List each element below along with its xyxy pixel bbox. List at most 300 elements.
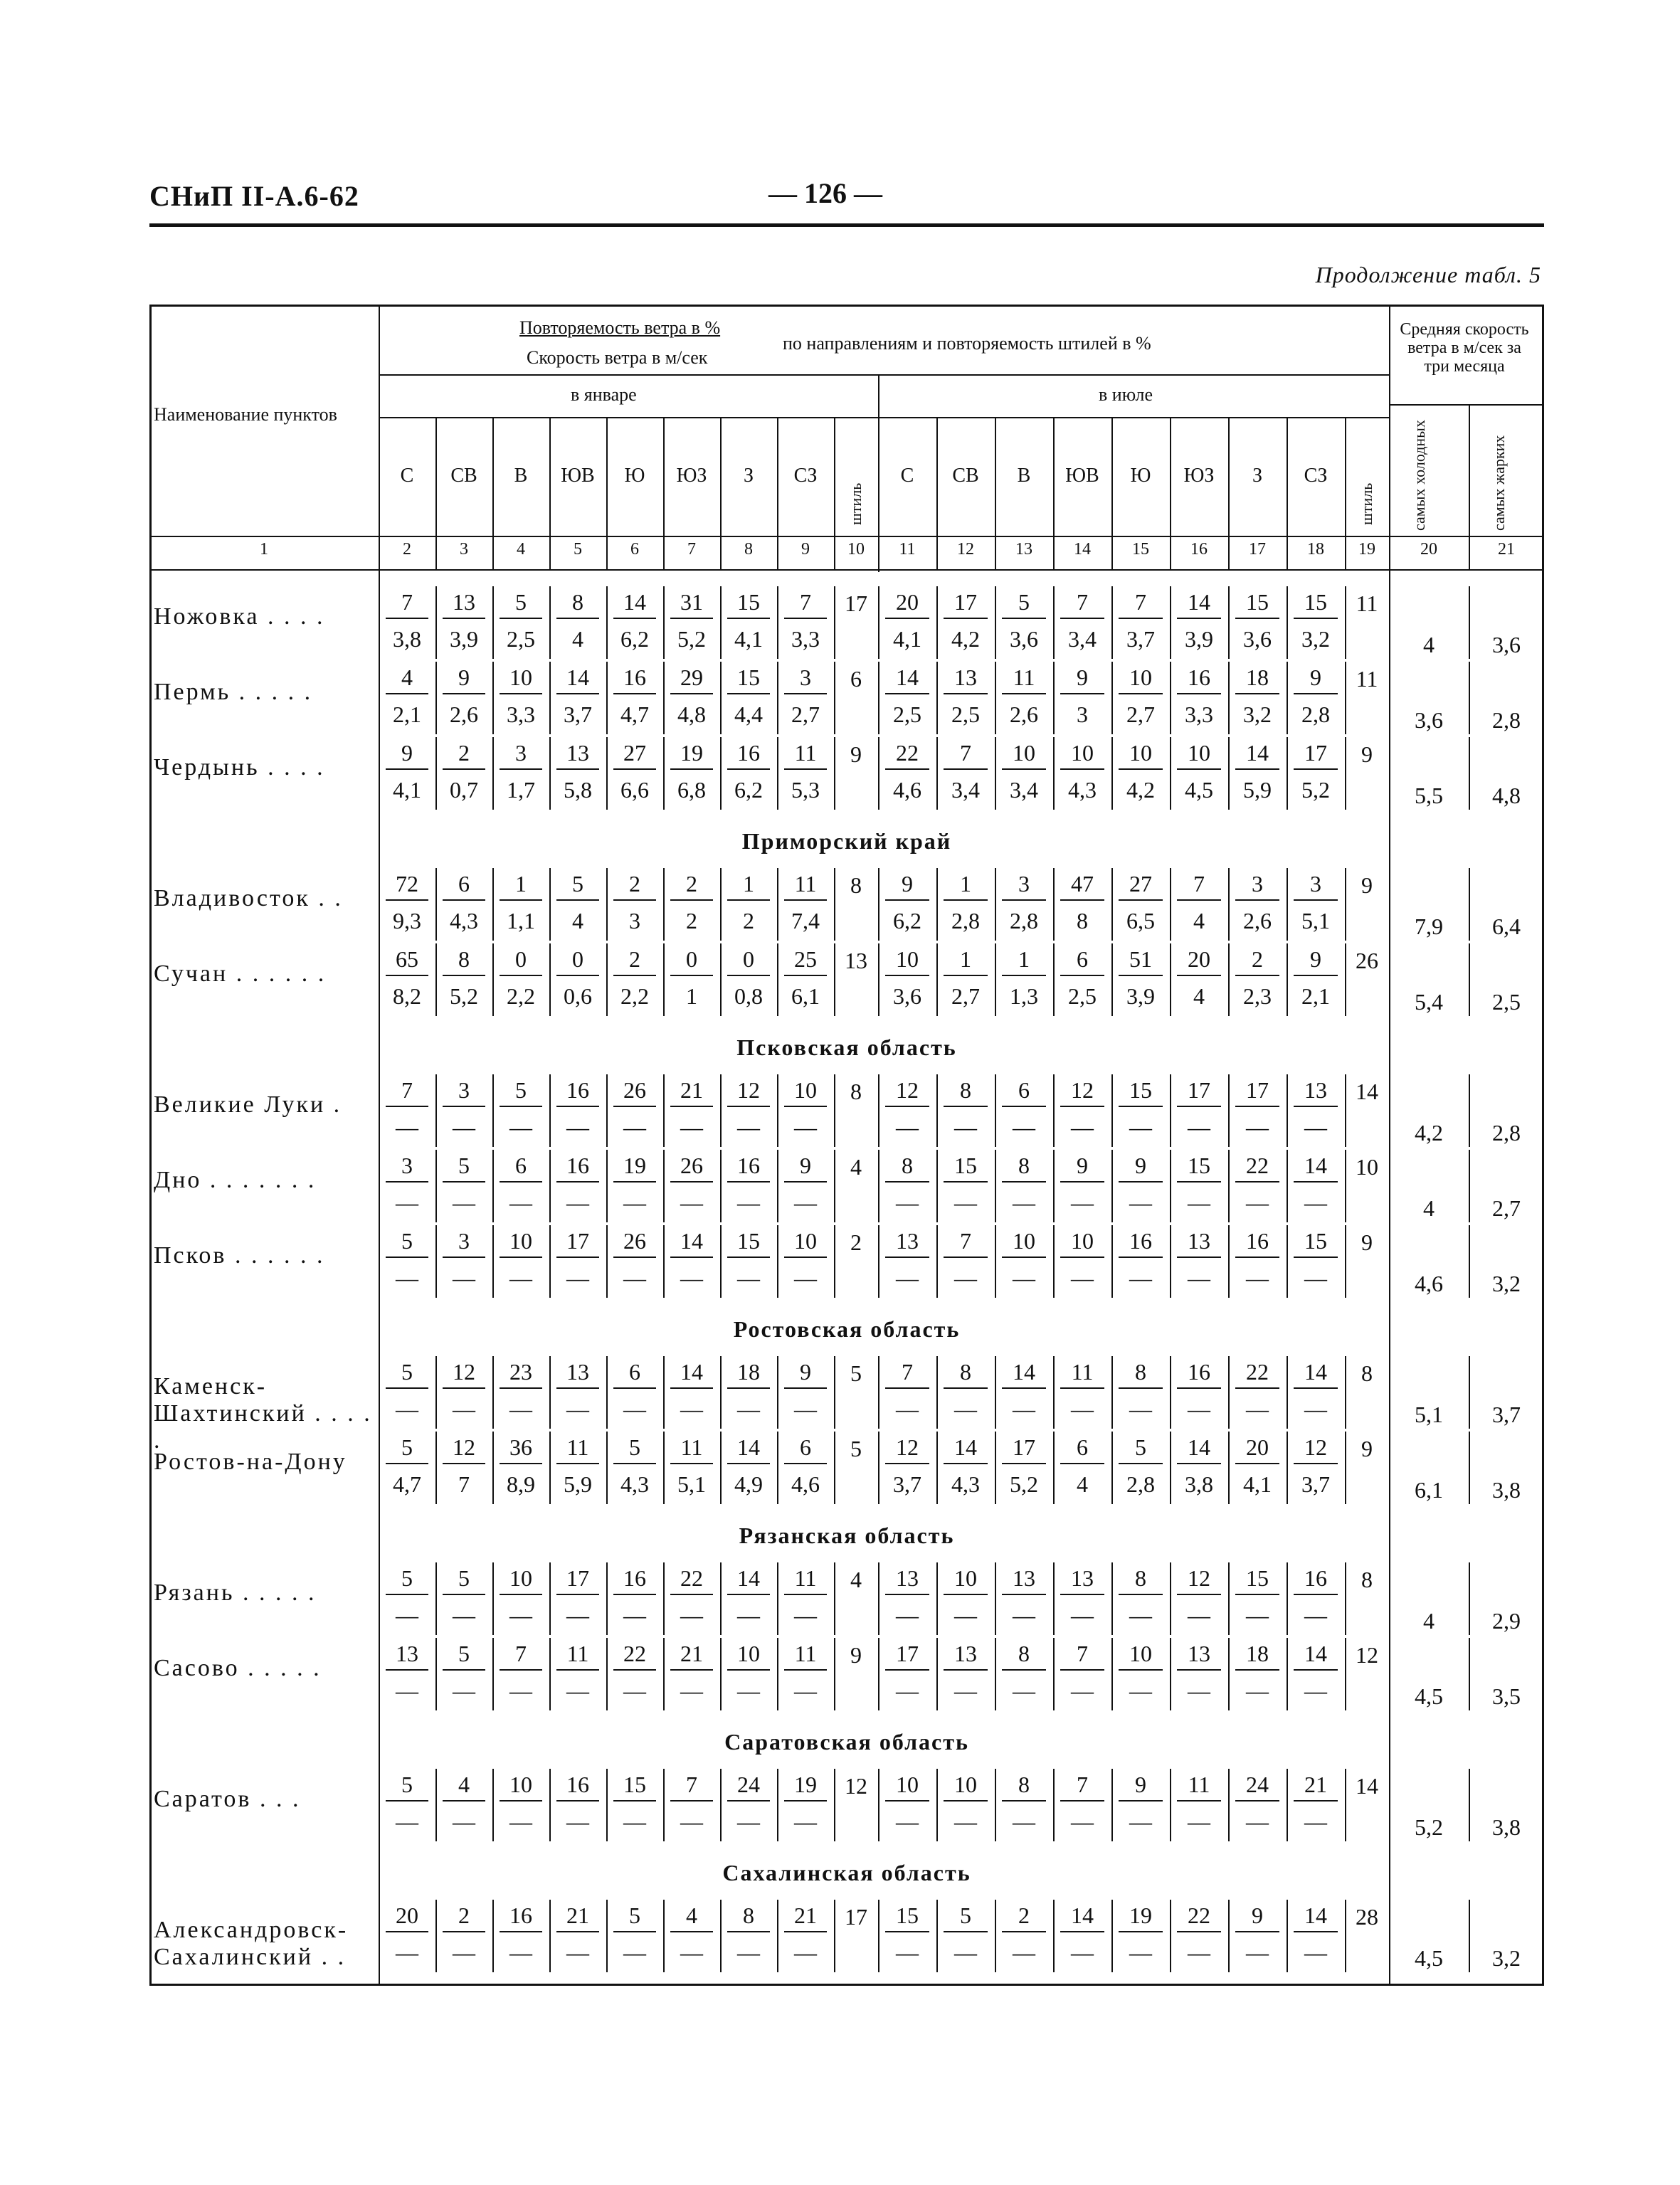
wind-speed: —	[509, 1940, 532, 1965]
column-number: 21	[1498, 540, 1515, 559]
cell-divider	[1228, 868, 1230, 941]
wind-cell	[663, 1079, 720, 1140]
wind-frequency: 17	[1013, 1434, 1035, 1460]
wind-cell	[549, 872, 606, 933]
wind-cell	[995, 591, 1053, 652]
cell-divider	[549, 1900, 551, 1972]
cell-divider	[1053, 1225, 1055, 1298]
wind-cell	[379, 1360, 435, 1422]
avg-speed-header: Средняя скорость ветра в м/сек за три месяца	[1400, 320, 1529, 376]
fraction-bar	[500, 1931, 542, 1932]
cell-divider	[663, 1562, 665, 1635]
wind-speed: —	[1071, 1602, 1094, 1628]
fraction-bar	[1294, 1387, 1338, 1389]
wind-cell	[720, 1229, 777, 1291]
wind-speed: —	[954, 1396, 977, 1422]
wind-speed: 4,1	[734, 626, 763, 652]
wind-speed: 5,9	[564, 1471, 592, 1497]
column-number: 12	[957, 540, 974, 559]
fraction-bar	[386, 1800, 428, 1802]
wind-cell	[936, 1773, 995, 1834]
fraction-bar	[1177, 693, 1221, 694]
cell-divider	[1287, 737, 1288, 810]
fraction-bar	[556, 1669, 599, 1671]
wind-frequency: 20	[396, 1903, 418, 1928]
fraction-bar	[1235, 693, 1279, 694]
header-rule	[149, 223, 1544, 227]
wind-speed: —	[954, 1809, 977, 1834]
cell-divider	[1287, 1225, 1288, 1298]
wind-speed: —	[509, 1190, 532, 1215]
wind-speed: —	[1013, 1602, 1035, 1628]
wind-frequency: 2	[686, 871, 697, 896]
wind-frequency: 7	[960, 740, 971, 766]
wind-speed: —	[896, 1114, 919, 1140]
july-header: в июле	[1099, 384, 1153, 405]
wind-cell	[435, 1904, 492, 1965]
calm-value: 9	[850, 1642, 862, 1668]
fraction-bar	[1235, 768, 1279, 770]
wind-frequency: 5	[1018, 589, 1030, 615]
wind-cell	[549, 1773, 606, 1834]
wind-cell	[663, 1229, 720, 1291]
wind-frequency: 14	[680, 1359, 703, 1385]
wind-frequency: 29	[680, 665, 703, 690]
wind-speed: 2,8	[951, 908, 980, 933]
fraction-bar	[670, 1387, 713, 1389]
wind-cell	[435, 1154, 492, 1215]
wind-speed: —	[623, 1678, 646, 1703]
cell-divider	[1345, 1638, 1346, 1710]
wind-frequency: 25	[794, 946, 817, 972]
wind-cell	[379, 1904, 435, 1965]
calm-value: 11	[1356, 591, 1378, 616]
wind-frequency: 16	[737, 740, 760, 766]
wind-cell	[492, 666, 549, 727]
wind-frequency: 13	[566, 740, 589, 766]
wind-frequency: 26	[623, 1077, 646, 1103]
wind-cell	[1111, 1904, 1170, 1965]
fraction-bar	[1177, 1387, 1221, 1389]
cell-divider	[1469, 1562, 1470, 1635]
cell-divider	[1345, 1562, 1346, 1635]
cell-divider	[1111, 662, 1113, 734]
cell-divider	[1170, 586, 1171, 659]
cell-divider	[1345, 1900, 1346, 1972]
wind-speed: 2,6	[450, 702, 478, 727]
cell-divider	[1053, 1562, 1055, 1635]
wind-cell	[720, 1567, 777, 1628]
fraction-bar	[670, 1669, 713, 1671]
wind-speed: —	[896, 1678, 919, 1703]
wind-speed: 8,9	[507, 1471, 535, 1497]
wind-cell	[1170, 1773, 1228, 1834]
wind-speed: 3,3	[507, 702, 535, 727]
wind-cell	[492, 1904, 549, 1965]
wind-frequency: 17	[1246, 1077, 1269, 1103]
wind-cell	[995, 1360, 1053, 1422]
wind-speed: 2,1	[393, 702, 421, 727]
fraction-bar	[556, 899, 599, 901]
cell-divider	[1287, 1074, 1288, 1147]
wind-speed: 2,3	[1243, 983, 1272, 1009]
fraction-bar	[670, 975, 713, 976]
fraction-bar	[500, 768, 542, 770]
wind-cell	[549, 1904, 606, 1965]
wind-cell	[936, 666, 995, 727]
avg-warm-value: 4,8	[1492, 783, 1521, 808]
wind-speed: —	[509, 1265, 532, 1291]
wind-cell	[1053, 1642, 1111, 1703]
wind-speed: 1,3	[1010, 983, 1038, 1009]
wind-frequency: 4	[401, 665, 413, 690]
wind-cell	[720, 1904, 777, 1965]
wind-frequency: 0	[686, 946, 697, 972]
fraction-bar	[386, 693, 428, 694]
wind-speed: —	[1304, 1602, 1327, 1628]
wind-speed: —	[453, 1602, 475, 1628]
fraction-bar	[613, 1669, 656, 1671]
fraction-bar	[944, 1594, 988, 1595]
wind-speed: —	[1188, 1678, 1210, 1703]
wind-speed: —	[396, 1265, 418, 1291]
direction-header: ЮВ	[1065, 465, 1099, 487]
cell-divider	[1228, 1225, 1230, 1298]
wind-speed: 4,2	[951, 626, 980, 652]
number-col-divider	[1228, 536, 1230, 569]
cell-divider	[1111, 1562, 1113, 1635]
wind-cell	[606, 741, 663, 803]
wind-frequency: 12	[896, 1077, 919, 1103]
wind-cell	[435, 1360, 492, 1422]
cell-divider	[435, 1900, 437, 1972]
wind-frequency: 2	[629, 946, 640, 972]
wind-frequency: 10	[896, 946, 919, 972]
wind-cell	[1170, 1154, 1228, 1215]
wind-frequency: 3	[515, 740, 527, 766]
wind-speed: 8,2	[393, 983, 421, 1009]
wind-speed: —	[896, 1602, 919, 1628]
wind-speed: —	[954, 1190, 977, 1215]
wind-frequency: 9	[401, 740, 413, 766]
fraction-bar	[944, 1106, 988, 1107]
fraction-bar	[1235, 1594, 1279, 1595]
avg-cold-value: 6,1	[1415, 1477, 1443, 1503]
wind-frequency: 13	[954, 1641, 977, 1666]
wind-speed: —	[954, 1265, 977, 1291]
fraction-bar	[500, 1106, 542, 1107]
cell-divider	[1170, 1356, 1171, 1429]
calm-value: 4	[850, 1154, 862, 1180]
number-col-divider	[435, 536, 437, 569]
wind-frequency: 10	[509, 1772, 532, 1797]
wind-frequency: 15	[1246, 1565, 1269, 1591]
direction-header: СЗ	[1304, 465, 1328, 487]
wind-frequency: 7	[1077, 1772, 1088, 1797]
fraction-bar	[1002, 1800, 1046, 1802]
wind-cell	[1111, 741, 1170, 803]
column-number: 14	[1074, 540, 1091, 559]
wind-cell	[777, 948, 834, 1009]
wind-cell	[663, 741, 720, 803]
wind-frequency: 12	[896, 1434, 919, 1460]
fraction-bar	[443, 899, 485, 901]
wind-cell	[663, 1773, 720, 1834]
fraction-bar	[386, 1181, 428, 1183]
wind-frequency: 8	[1135, 1565, 1146, 1591]
wind-cell	[1053, 1229, 1111, 1291]
cell-divider	[1053, 1900, 1055, 1972]
avg-warm-value: 2,7	[1492, 1195, 1521, 1221]
cell-divider	[777, 1638, 778, 1710]
wind-cell	[936, 1360, 995, 1422]
wind-speed: 6,1	[791, 983, 820, 1009]
fraction-bar	[885, 1256, 929, 1258]
wind-cell	[1111, 1079, 1170, 1140]
fraction-bar	[613, 1594, 656, 1595]
fraction-bar	[556, 1387, 599, 1389]
wind-speed: 3,4	[951, 777, 980, 803]
wind-frequency: 14	[623, 589, 646, 615]
cell-divider	[1170, 868, 1171, 941]
wind-cell	[720, 1154, 777, 1215]
wind-frequency: 1	[743, 871, 754, 896]
wind-frequency: 22	[623, 1641, 646, 1666]
wind-speed: 3,7	[564, 702, 592, 727]
wind-speed: —	[1304, 1940, 1327, 1965]
wind-cell	[492, 1079, 549, 1140]
wind-speed: —	[1246, 1602, 1269, 1628]
fraction-bar	[670, 1463, 713, 1464]
cell-divider	[720, 1562, 722, 1635]
wind-speed: —	[623, 1114, 646, 1140]
wind-cell	[1111, 666, 1170, 727]
wind-cell	[1170, 666, 1228, 727]
cell-divider	[1053, 868, 1055, 941]
cell-divider	[878, 868, 879, 941]
wind-cell	[1287, 1642, 1345, 1703]
wind-cell	[1053, 948, 1111, 1009]
wind-cell	[1287, 1567, 1345, 1628]
fraction-bar	[1060, 975, 1104, 976]
fraction-bar	[727, 1387, 770, 1389]
wind-frequency: 8	[960, 1077, 971, 1103]
fraction-bar	[1060, 1594, 1104, 1595]
cell-divider	[995, 943, 996, 1016]
wind-speed: 4,1	[1243, 1471, 1272, 1497]
column-number: 20	[1420, 540, 1437, 559]
wind-speed: 4	[572, 626, 583, 652]
wind-cell	[777, 1079, 834, 1140]
wind-frequency: 19	[623, 1153, 646, 1178]
cell-divider	[936, 1225, 938, 1298]
direction-header: С	[900, 465, 914, 487]
wind-frequency: 12	[1071, 1077, 1094, 1103]
cell-divider	[1287, 943, 1288, 1016]
wind-frequency: 8	[1018, 1641, 1030, 1666]
fraction-bar	[944, 975, 988, 976]
wind-frequency: 19	[680, 740, 703, 766]
cell-divider	[1053, 943, 1055, 1016]
wind-cell	[1228, 1360, 1287, 1422]
fraction-bar	[944, 1931, 988, 1932]
cell-divider	[1469, 1769, 1470, 1841]
fraction-bar	[784, 618, 827, 619]
fraction-bar	[443, 1256, 485, 1258]
fraction-bar	[784, 1387, 827, 1389]
cell-divider	[1170, 662, 1171, 734]
fraction-bar	[613, 1106, 656, 1107]
cell-divider	[1170, 1150, 1171, 1222]
wind-cell	[878, 591, 936, 652]
wind-frequency: 6	[1018, 1077, 1030, 1103]
wind-cell	[379, 1567, 435, 1628]
cell-divider	[995, 586, 996, 659]
wind-cell	[379, 872, 435, 933]
fraction-bar	[556, 1594, 599, 1595]
fraction-bar	[613, 1387, 656, 1389]
wind-speed: —	[954, 1678, 977, 1703]
wind-frequency: 13	[954, 665, 977, 690]
wind-speed: 2,5	[893, 702, 921, 727]
wind-speed: —	[737, 1114, 760, 1140]
cell-divider	[435, 662, 437, 734]
fraction-bar	[1119, 618, 1163, 619]
wind-frequency: 22	[1246, 1359, 1269, 1385]
fraction-bar	[1002, 618, 1046, 619]
wind-cell	[720, 948, 777, 1009]
wind-cell	[936, 1079, 995, 1140]
wind-frequency: 15	[954, 1153, 977, 1178]
wind-frequency: 6	[515, 1153, 527, 1178]
cell-divider	[834, 662, 835, 734]
cell-divider	[663, 1150, 665, 1222]
wind-frequency: 13	[453, 589, 475, 615]
cell-divider	[1170, 1769, 1171, 1841]
wind-cell	[878, 872, 936, 933]
avg-cold-value: 4,5	[1415, 1945, 1443, 1971]
wind-cell	[606, 666, 663, 727]
wind-speed: —	[1188, 1940, 1210, 1965]
wind-frequency: 27	[623, 740, 646, 766]
fraction-bar	[944, 1463, 988, 1464]
fraction-bar	[1294, 1463, 1338, 1464]
fraction-bar	[556, 693, 599, 694]
fraction-bar	[1060, 1669, 1104, 1671]
wind-cell	[379, 591, 435, 652]
wind-cell	[492, 1229, 549, 1291]
wind-speed: —	[566, 1396, 589, 1422]
wind-frequency: 3	[401, 1153, 413, 1178]
wind-cell	[878, 1360, 936, 1422]
cell-divider	[435, 1356, 437, 1429]
wind-frequency: 5	[515, 589, 527, 615]
cell-divider	[720, 1432, 722, 1504]
wind-cell	[1228, 1154, 1287, 1215]
cell-divider	[834, 1074, 835, 1147]
wind-frequency: 9	[902, 871, 913, 896]
fraction-bar	[670, 1800, 713, 1802]
direction-header: СВ	[952, 465, 979, 487]
cell-divider	[834, 943, 835, 1016]
wind-frequency: 3	[1310, 871, 1321, 896]
calm-value: 8	[850, 872, 862, 898]
cell-divider	[936, 1150, 938, 1222]
wind-cell	[995, 666, 1053, 727]
wind-cell	[720, 1773, 777, 1834]
cell-divider	[663, 1769, 665, 1841]
wind-speed: —	[1188, 1190, 1210, 1215]
fraction-bar	[556, 1800, 599, 1802]
cell-divider	[1053, 1769, 1055, 1841]
wind-speed: —	[954, 1940, 977, 1965]
number-col-divider	[1287, 536, 1288, 569]
wind-cell	[720, 872, 777, 933]
wind-frequency: 3	[1018, 871, 1030, 896]
cell-divider	[936, 662, 938, 734]
wind-speed: 3,7	[893, 1471, 921, 1497]
cell-divider	[878, 1150, 879, 1222]
fraction-bar	[386, 1594, 428, 1595]
header-line-frequency: Повторяемость ветра в %	[519, 317, 721, 338]
wind-cell	[492, 591, 549, 652]
wind-frequency: 5	[401, 1565, 413, 1591]
wind-frequency: 23	[509, 1359, 532, 1385]
wind-cell	[1111, 872, 1170, 933]
cell-divider	[1469, 868, 1470, 941]
cell-divider	[777, 1769, 778, 1841]
header-line-speed: Скорость ветра в м/сек	[527, 347, 708, 368]
fraction-bar	[613, 1800, 656, 1802]
wind-speed: —	[1129, 1602, 1152, 1628]
fraction-bar	[443, 1106, 485, 1107]
avg-warm-value: 3,2	[1492, 1945, 1521, 1971]
cell-divider	[720, 943, 722, 1016]
cell-divider	[777, 1074, 778, 1147]
fraction-bar	[727, 1800, 770, 1802]
wind-cell	[663, 1436, 720, 1497]
wind-cell	[606, 1567, 663, 1628]
wind-speed: —	[509, 1602, 532, 1628]
wind-cell	[492, 1436, 549, 1497]
number-col-divider	[1469, 536, 1470, 569]
number-col-divider	[1111, 536, 1113, 569]
number-col-divider	[663, 536, 665, 569]
wind-cell	[878, 1079, 936, 1140]
direction-header: В	[1017, 465, 1031, 487]
calm-value: 9	[1361, 872, 1373, 898]
wind-speed: 4,9	[734, 1471, 763, 1497]
cell-divider	[720, 586, 722, 659]
cell-divider	[435, 1638, 437, 1710]
cell-divider	[834, 1225, 835, 1298]
fraction-bar	[443, 1669, 485, 1671]
wind-cell	[936, 1904, 995, 1965]
avg-cold-value: 5,2	[1415, 1814, 1443, 1840]
wind-speed: 6,2	[734, 777, 763, 803]
wind-speed: 1,1	[507, 908, 535, 933]
wind-frequency: 72	[396, 871, 418, 896]
wind-frequency: 3	[458, 1077, 470, 1103]
cell-divider	[549, 586, 551, 659]
column-number: 1	[260, 540, 268, 559]
region-heading: Псковская область	[736, 1035, 957, 1060]
wind-cell	[878, 666, 936, 727]
wind-speed: 7	[458, 1471, 470, 1497]
fraction-bar	[885, 1669, 929, 1671]
cell-divider	[435, 1432, 437, 1504]
wind-cell	[435, 1229, 492, 1291]
